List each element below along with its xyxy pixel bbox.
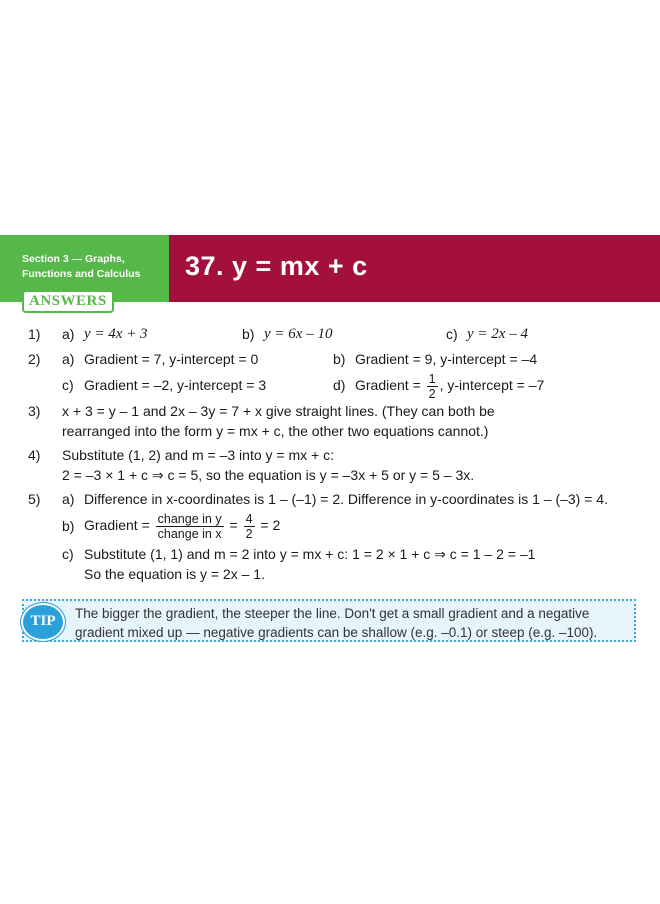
q1-number: 1) (28, 326, 41, 342)
q5-c-line2: So the equation is y = 2x – 1. (84, 566, 265, 582)
q3-line1: x + 3 = y – 1 and 2x – 3y = 7 + x give straight lines. (They can both be (62, 403, 495, 419)
q5-b-denominator-2: 2 (245, 526, 253, 541)
q4-line2: 2 = –3 × 1 + c ⇒ c = 5, so the equation is y = –3x + 5 or y = 5 – 3x. (62, 467, 475, 483)
q5-b-fraction (156, 512, 224, 541)
q1-b-answer: y = 6x – 10 (264, 326, 333, 342)
q5-b-fraction-2 (244, 512, 255, 541)
q2-number: 2) (28, 351, 41, 367)
q2-c-answer: Gradient = –2, y-intercept = 3 (84, 377, 267, 393)
q5-a-answer: Difference in x-coordinates is 1 – (–1) = 2. Difference in y-coordinates is 1 – (–3) = 4. (84, 491, 608, 507)
q2-d-numerator: 1 (428, 371, 436, 386)
q5-c-label: c) (62, 546, 74, 562)
section-title-line1: Section 3 — Graphs, (22, 253, 125, 265)
q5-b-denominator: change in x (157, 526, 222, 541)
q5-b-numerator-2: 4 (245, 511, 253, 526)
q3-line2: rearranged into the form y = mx + c, the other two equations cannot.) (62, 423, 489, 439)
q2-d-answer (355, 368, 544, 402)
answers-badge: ANSWERS (22, 290, 114, 313)
q2-d-denominator: 2 (428, 386, 436, 401)
q1-a-label: a) (62, 326, 75, 342)
page-title: 37. y = mx + c (185, 251, 368, 281)
q2-c-label: c) (62, 377, 74, 393)
q4-number: 4) (28, 447, 41, 463)
q2-d-prefix: Gradient = (355, 377, 421, 393)
q5-a-label: a) (62, 491, 75, 507)
section-title (22, 252, 167, 282)
q5-c-line1: Substitute (1, 1) and m = 2 into y = mx + c: 1 = 2 × 1 + c ⇒ c = 1 – 2 = –1 (84, 546, 536, 562)
q5-b-answer (84, 507, 280, 543)
q5-b-prefix: Gradient = (84, 517, 150, 533)
title-banner (169, 235, 660, 302)
q4-line1: Substitute (1, 2) and m = –3 into y = mx + c: (62, 447, 334, 463)
q1-b-label: b) (242, 326, 255, 342)
q2-d-suffix: , y-intercept = –7 (439, 377, 545, 393)
q2-a-label: a) (62, 351, 75, 367)
q5-b-label: b) (62, 518, 75, 534)
q5-b-equals: = (229, 517, 238, 533)
q1-c-label: c) (446, 326, 458, 342)
q5-number: 5) (28, 491, 41, 507)
q5-b-result: = 2 (260, 517, 281, 533)
tip-badge-label: TIP (30, 613, 56, 629)
q2-d-label: d) (333, 377, 346, 393)
q2-d-fraction (427, 372, 438, 401)
q1-c-answer: y = 2x – 4 (467, 326, 528, 342)
q2-a-answer: Gradient = 7, y-intercept = 0 (84, 351, 259, 367)
q5-b-numerator: change in y (157, 511, 222, 526)
tip-badge (21, 603, 65, 641)
tip-text: The bigger the gradient, the steeper the line. Don't get a small gradient and a negative gradient mixed up — negative gradients can be shallow (e.g. –0.1) or steep (e.g. –100). (75, 606, 598, 640)
q1-a-answer: y = 4x + 3 (84, 326, 148, 342)
section-title-line2: Functions and Calculus (22, 268, 141, 280)
q2-b-label: b) (333, 351, 346, 367)
q3-number: 3) (28, 403, 41, 419)
q2-b-answer: Gradient = 9, y-intercept = –4 (355, 351, 538, 367)
